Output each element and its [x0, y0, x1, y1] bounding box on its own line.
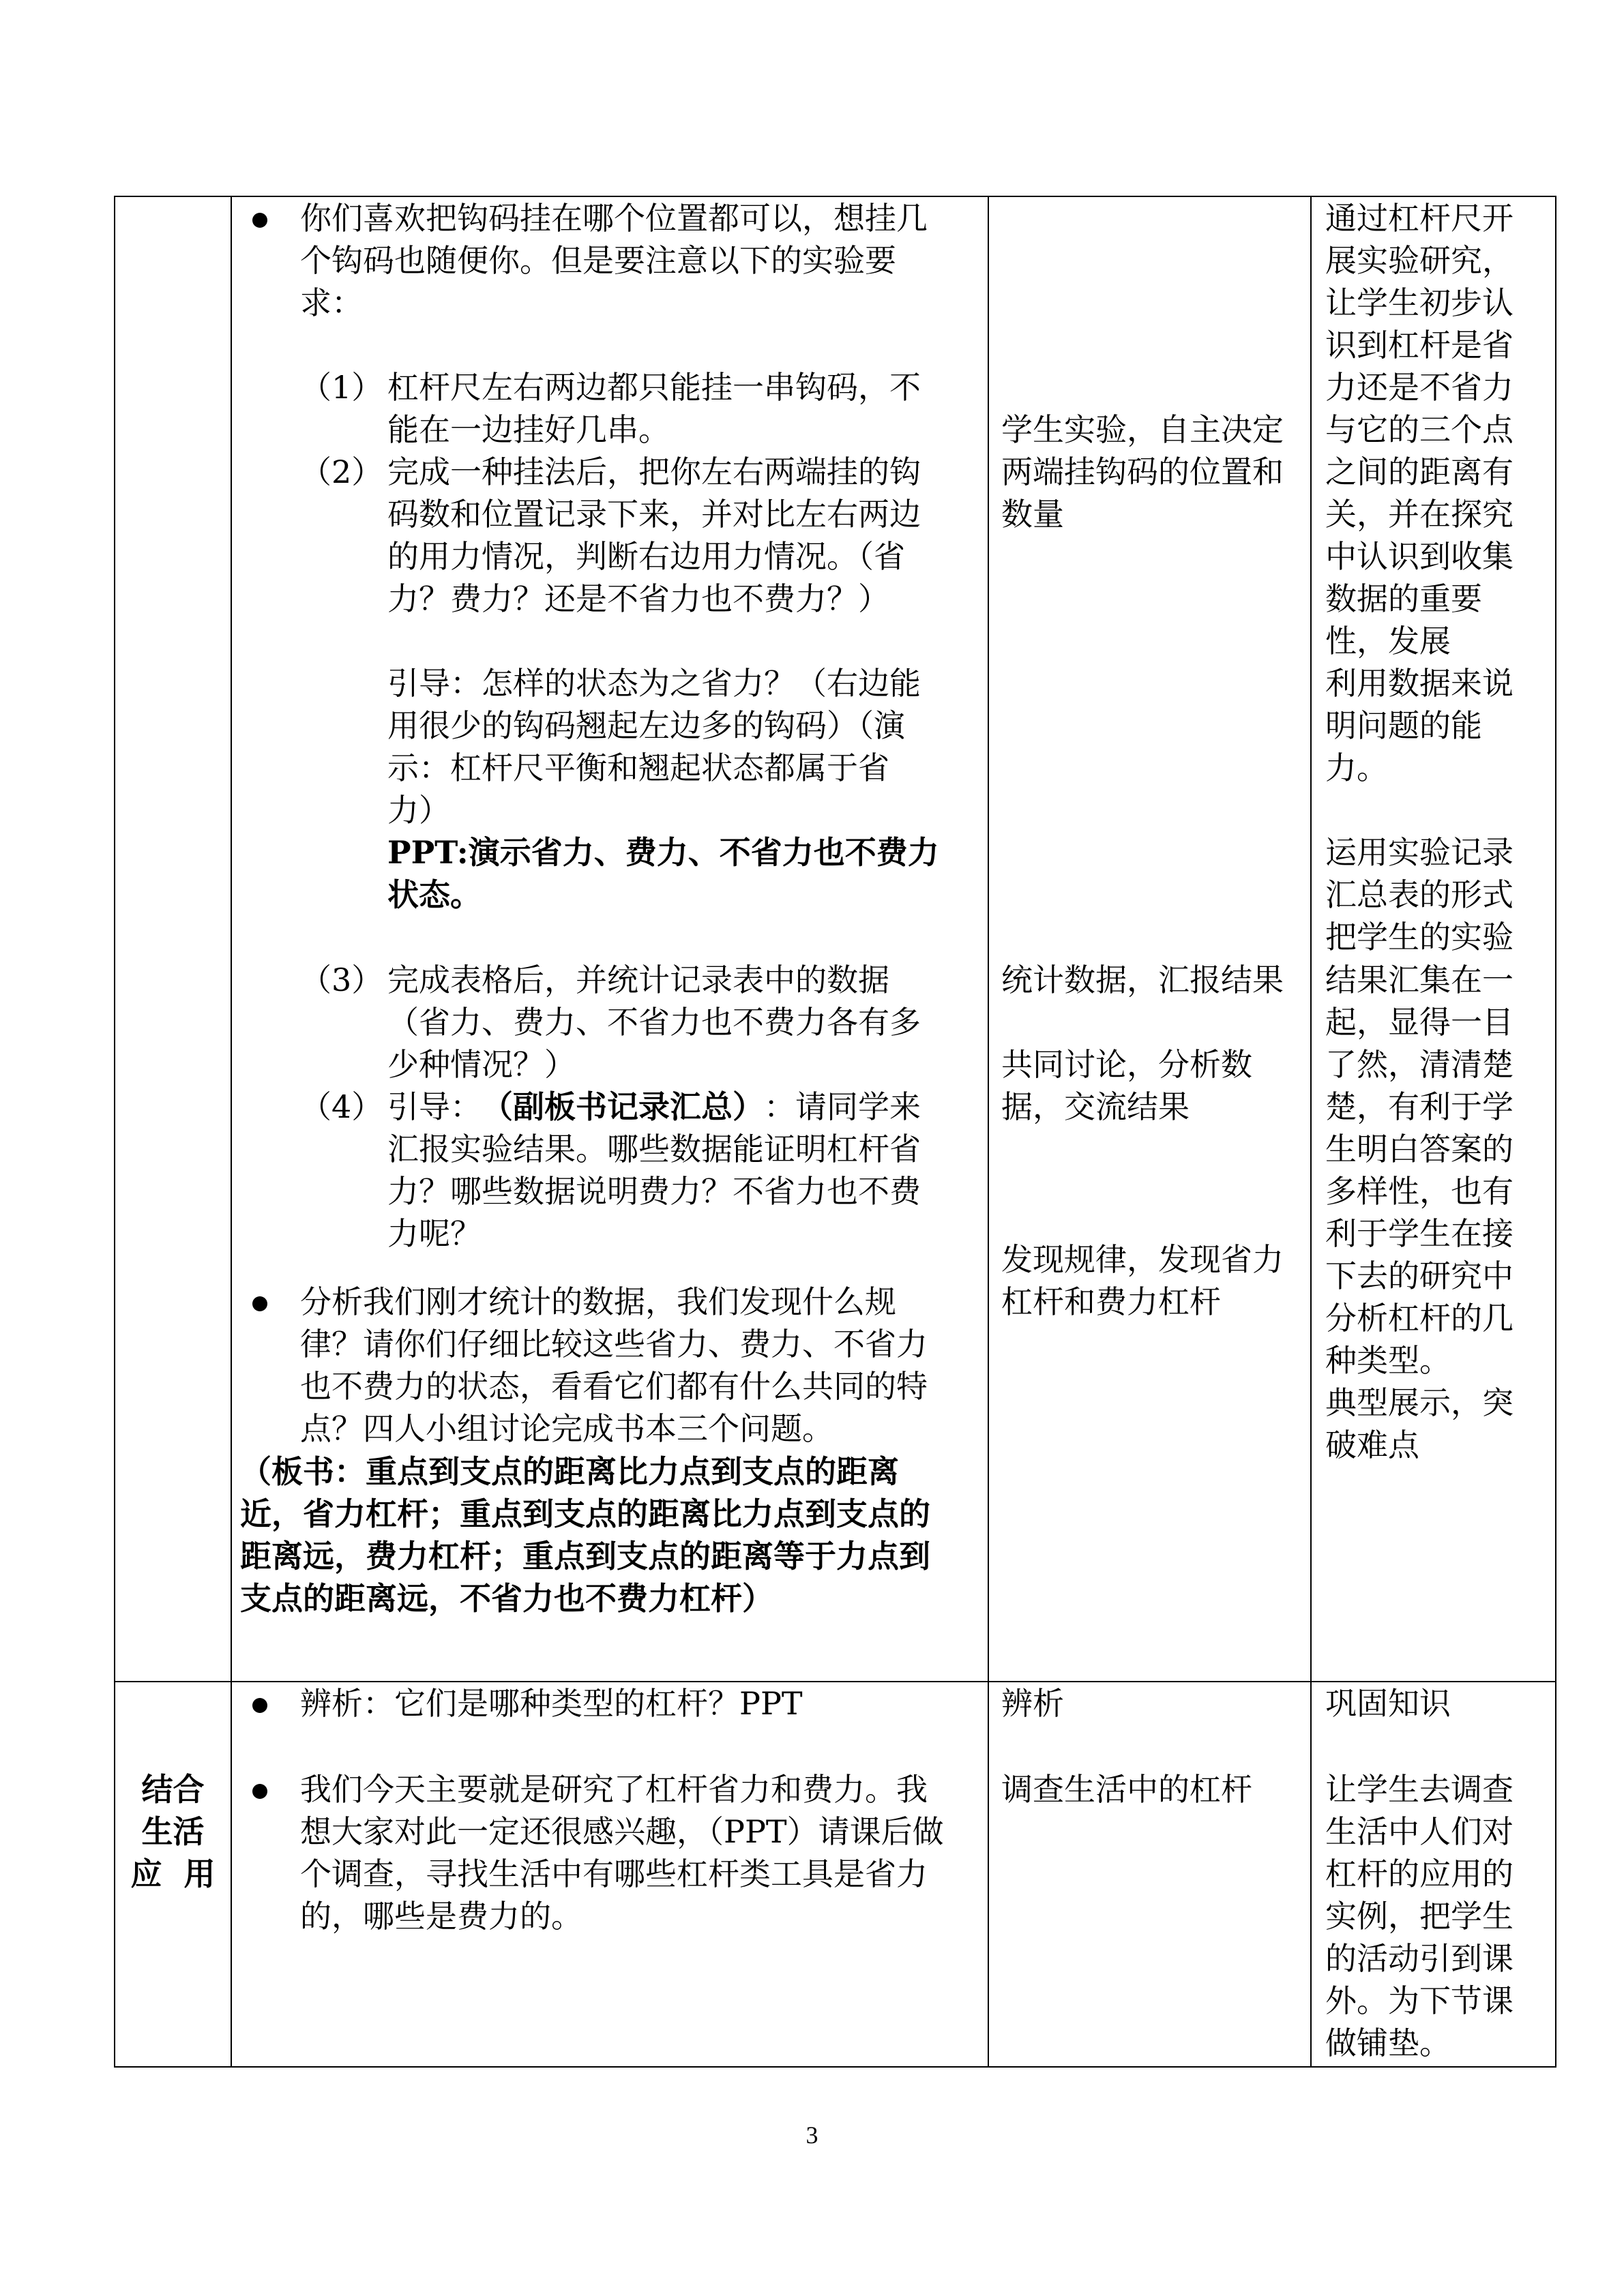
text-line: 统计数据，汇报结果 — [1001, 961, 1284, 998]
text-line: 结果汇集在一 — [1325, 961, 1514, 998]
text-line: 外。为下节课 — [1325, 1982, 1514, 2019]
text-line: 的，哪些是费力的。 — [300, 1898, 582, 1935]
text-line: 能在一边挂好几串。 — [387, 411, 670, 448]
item-number: （4） — [300, 1088, 383, 1125]
text-line: 数量 — [1001, 496, 1064, 533]
text-line: 利用数据来说 — [1325, 665, 1514, 702]
text-line: 汇报实验结果。哪些数据能证明杠杆省 — [387, 1131, 921, 1167]
text-line: 实例，把学生 — [1325, 1898, 1514, 1935]
text-line: 完成表格后，并统计记录表中的数据 — [387, 961, 889, 998]
text-line: 中认识到收集 — [1325, 538, 1514, 575]
text-line: 下去的研究中 — [1325, 1257, 1514, 1294]
item-number: （3） — [300, 961, 383, 998]
text-line: 发现规律，发现省力 — [1001, 1241, 1284, 1278]
text-line: 破难点 — [1325, 1427, 1419, 1463]
text-line: 力） — [387, 792, 450, 829]
stage-label: 生活 — [141, 1813, 205, 1850]
text-line: 楚，有利于学 — [1325, 1088, 1514, 1125]
bullet-icon — [252, 1296, 267, 1311]
text-line: 两端挂钩码的位置和 — [1001, 453, 1284, 490]
item-number: （2） — [300, 453, 383, 490]
text-line: 种类型。 — [1325, 1342, 1451, 1379]
page-number: 3 — [806, 2121, 818, 2149]
bullet-icon — [252, 1784, 267, 1799]
text-line: 辨析 — [1001, 1685, 1064, 1722]
text-line: 律？请你们仔细比较这些省力、费力、不省力 — [300, 1326, 928, 1362]
stage-cell — [115, 1682, 231, 2067]
text-line: 做铺垫。 — [1325, 2025, 1451, 2061]
text-line: 力还是不省力 — [1325, 369, 1514, 406]
text-line: 想大家对此一定还很感兴趣，（PPT）请课后做 — [300, 1813, 944, 1850]
text-line: 利于学生在接 — [1325, 1215, 1514, 1252]
text-line: 杠杆和费力杠杆 — [1001, 1283, 1221, 1320]
text-line: 个钩码也随便你。但是要注意以下的实验要 — [300, 242, 896, 279]
text-line: 引导：怎样的状态为之省力？（右边能 — [387, 665, 921, 702]
text-line: 引导： — [387, 1088, 482, 1125]
text-line: 明问题的能 — [1325, 707, 1482, 744]
text-line: 巩固知识 — [1325, 1685, 1451, 1722]
text-line: 运用实验记录 — [1325, 834, 1514, 871]
item-number: （1） — [300, 369, 383, 406]
bold-text-line: （副板书记录汇总） — [482, 1088, 764, 1125]
text-line: 求： — [300, 284, 363, 321]
text-line: ：请同学来 — [764, 1088, 921, 1125]
board-note-line: （板书：重点到支点的距离比力点到支点的距离 — [240, 1453, 899, 1490]
text-line: 完成一种挂法后，把你左右两端挂的钩 — [387, 453, 921, 490]
text-line: 杠杆的应用的 — [1325, 1855, 1514, 1892]
text-line: 与它的三个点 — [1325, 411, 1514, 448]
text-line: 了然，清清楚 — [1325, 1046, 1514, 1083]
board-note-line: 近，省力杠杆；重点到支点的距离比力点到支点的 — [240, 1495, 930, 1532]
student-activity-cell — [988, 1682, 1311, 2067]
board-note-line: 支点的距离远，不省力也不费力杠杆） — [240, 1580, 773, 1617]
text-line: 的用力情况，判断右边用力情况。（省 — [387, 538, 905, 575]
table-row — [115, 196, 1556, 1682]
text-line: 典型展示，突 — [1325, 1384, 1514, 1421]
text-line: 把学生的实验 — [1325, 919, 1514, 955]
text-line: 关，并在探究 — [1325, 496, 1514, 533]
text-line: 据，交流结果 — [1001, 1088, 1190, 1125]
teacher-activity-cell — [231, 196, 988, 1682]
text-line: 点？四人小组讨论完成书本三个问题。 — [300, 1410, 833, 1447]
bullet-icon — [252, 1698, 267, 1713]
stage-cell — [115, 196, 231, 1682]
text-line: 数据的重要 — [1325, 580, 1482, 617]
text-line: 辨析：它们是哪种类型的杠杆？PPT — [300, 1685, 803, 1722]
text-line: 杠杆尺左右两边都只能挂一串钩码，不 — [387, 369, 921, 406]
text-line: 让学生初步认 — [1325, 284, 1514, 321]
teacher-activity-cell — [231, 1682, 988, 2067]
text-line: 你们喜欢把钩码挂在哪个位置都可以，想挂几 — [300, 200, 928, 237]
text-line: 分析我们刚才统计的数据，我们发现什么规 — [300, 1283, 896, 1320]
text-line: 力？费力？还是不省力也不费力？） — [387, 580, 889, 617]
text-line: 用很少的钩码翘起左边多的钩码）（演 — [387, 707, 905, 744]
design-intent-cell — [1311, 196, 1556, 1682]
text-line: 性，发展 — [1325, 623, 1451, 659]
text-line: 分析杠杆的几 — [1325, 1300, 1514, 1337]
text-line: 共同讨论，分析数 — [1001, 1046, 1252, 1083]
text-line: 之间的距离有 — [1325, 453, 1514, 490]
stage-label: 结合 — [141, 1771, 205, 1808]
text-line: 生明白答案的 — [1325, 1131, 1514, 1167]
text-line: 多样性，也有 — [1325, 1173, 1514, 1210]
lesson-plan-table — [114, 196, 1556, 2068]
text-line: 让学生去调查 — [1325, 1771, 1514, 1808]
table-row — [115, 1682, 1556, 2067]
text-line: 个调查，寻找生活中有哪些杠杆类工具是省力 — [300, 1855, 928, 1892]
bold-text-line: PPT:演示省力、费力、不省力也不费力 — [387, 834, 939, 871]
text-line: 码数和位置记录下来，并对比左右两边 — [387, 496, 921, 533]
text-line: 示：杠杆尺平衡和翘起状态都属于省 — [387, 749, 889, 786]
text-line: 学生实验，自主决定 — [1001, 411, 1284, 448]
student-activity-cell — [988, 196, 1311, 1682]
bold-text-line: 状态。 — [387, 876, 482, 913]
stage-label: 应 用 — [130, 1855, 216, 1892]
text-line: 也不费力的状态，看看它们都有什么共同的特 — [300, 1368, 928, 1405]
text-line: 起，显得一目 — [1325, 1004, 1514, 1041]
board-note-line: 距离远，费力杠杆；重点到支点的距离等于力点到 — [240, 1538, 930, 1575]
text-line: 力呢？ — [387, 1215, 482, 1252]
text-line: 力。 — [1325, 749, 1388, 786]
text-line: 展实验研究， — [1325, 242, 1514, 279]
text-line: 生活中人们对 — [1325, 1813, 1514, 1850]
text-line: 少种情况？） — [387, 1046, 576, 1083]
text-line: 通过杠杆尺开 — [1325, 200, 1514, 237]
design-intent-cell — [1311, 1682, 1556, 2067]
text-line: 力？哪些数据说明费力？不省力也不费 — [387, 1173, 921, 1210]
text-line: 的活动引到课 — [1325, 1940, 1514, 1977]
text-line: 汇总表的形式 — [1325, 876, 1514, 913]
text-line: 调查生活中的杠杆 — [1001, 1771, 1252, 1808]
text-line: （省力、费力、不省力也不费力各有多 — [387, 1004, 921, 1041]
text-line: 识到杠杆是省 — [1325, 327, 1514, 363]
text-line: 我们今天主要就是研究了杠杆省力和费力。我 — [300, 1771, 928, 1808]
bullet-icon — [252, 213, 267, 228]
